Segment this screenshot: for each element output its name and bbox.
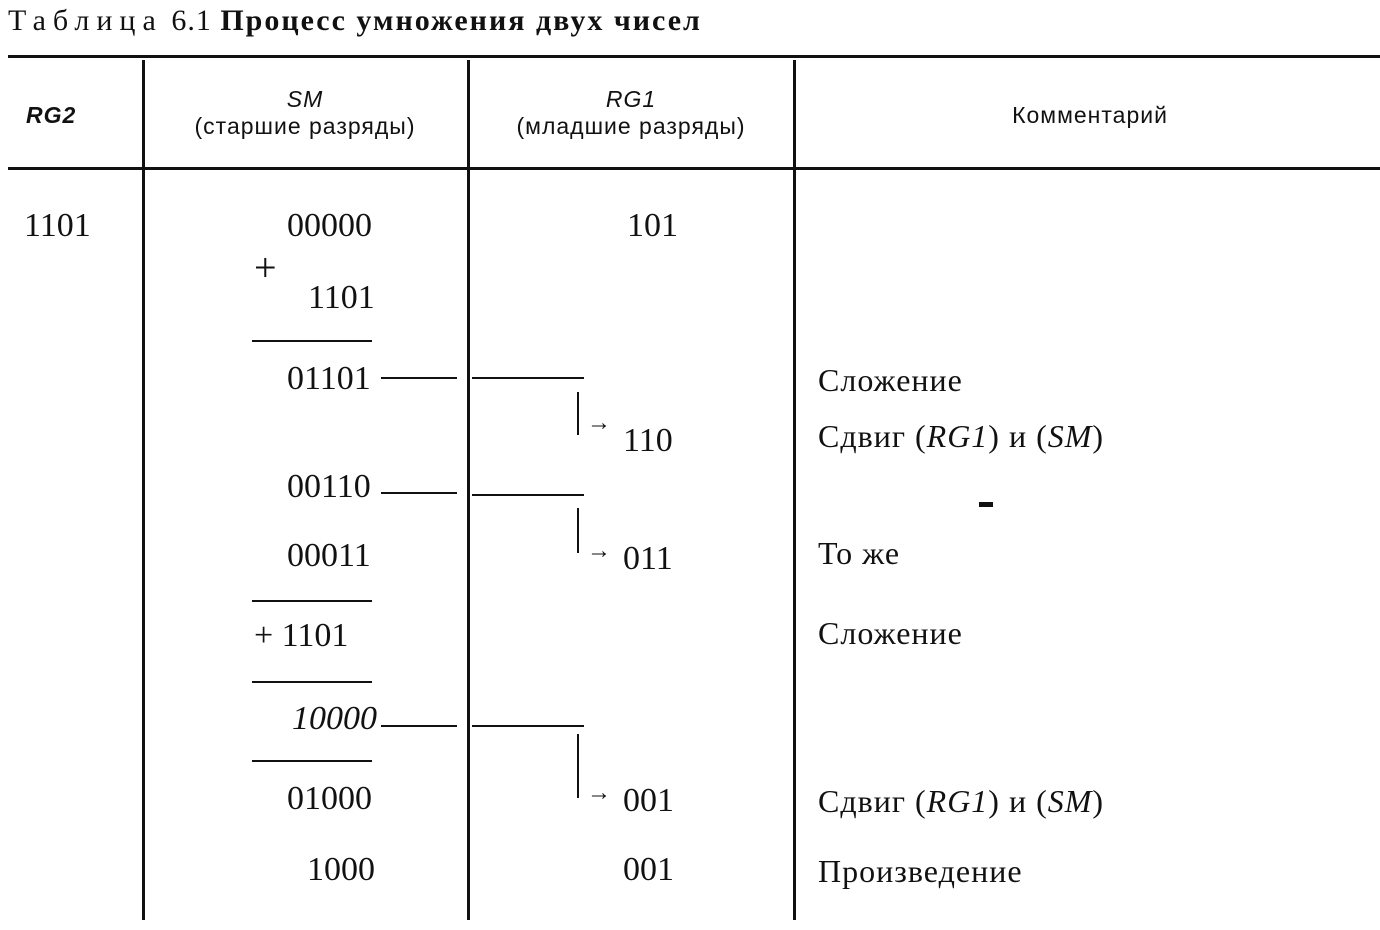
comment-shift-2 [818, 783, 1104, 820]
comment-shift-2-e: ) [1092, 783, 1105, 819]
sm-underline-1 [252, 340, 372, 342]
rg2-value: 1101 [24, 207, 91, 244]
comment-same: То же [818, 535, 901, 571]
comment-shift-1-c: ) и ( [988, 418, 1048, 454]
sm-plus-1: + [254, 245, 277, 290]
comment-shift-1-b: RG1 [926, 418, 989, 454]
comment-shift-2-a: Сдвиг ( [818, 783, 927, 819]
sm-underline-2 [252, 600, 372, 602]
comment-shift-2-d: SM [1047, 783, 1093, 819]
comment-addition-2: Сложение [818, 615, 963, 651]
stray-mark [979, 502, 993, 507]
comment-shift-1-d: SM [1047, 418, 1093, 454]
sm-row-7: 10000 [292, 700, 377, 737]
header-rule [8, 167, 1380, 170]
header-sm [150, 86, 460, 140]
comment-shift-1-e: ) [1092, 418, 1105, 454]
rg1-row-4: 001 [623, 782, 674, 819]
header-sm-label: SM [286, 86, 324, 112]
shift-line-1a [381, 377, 457, 379]
shift-line-3b [472, 725, 584, 727]
header-comment: Комментарий [1012, 102, 1168, 128]
sm-row-6: + 1101 [254, 617, 349, 654]
header-rg1-sub: (младшие разряды) [516, 113, 746, 139]
top-rule [8, 55, 1380, 58]
table-caption [8, 4, 702, 38]
comment-shift-2-b: RG1 [926, 783, 989, 819]
comment-shift-1 [818, 418, 1104, 455]
shift-line-3a [381, 725, 457, 727]
shift-drop-1 [577, 392, 579, 435]
column-divider-1 [142, 60, 145, 920]
rg1-row-3: 011 [623, 540, 673, 577]
header-sm-sub: (старшие разряды) [194, 113, 416, 139]
rg1-row-1: 101 [627, 207, 678, 244]
caption-title: Процесс умножения двух чисел [220, 4, 702, 37]
comment-shift-1-a: Сдвиг ( [818, 418, 927, 454]
rg1-row-5: 001 [623, 851, 674, 888]
sm-row-2: 1101 [308, 279, 375, 316]
caption-number: 6.1 [171, 4, 212, 37]
sm-row-1: 00000 [287, 207, 372, 244]
caption-label: Таблица [8, 4, 163, 37]
sm-row-8: 01000 [287, 780, 372, 817]
comment-addition-1: Сложение [818, 362, 963, 398]
sm-row-5: 00011 [287, 537, 371, 574]
header-rg1 [475, 86, 787, 140]
comment-product: Произведение [818, 853, 1023, 889]
shift-line-1b [472, 377, 584, 379]
shift-arrow-1-icon: → [587, 410, 611, 436]
sm-row-3: 01101 [287, 360, 371, 397]
shift-drop-2 [577, 508, 579, 553]
rg1-row-2: 110 [623, 422, 673, 459]
sm-row-4: 00110 [287, 468, 371, 505]
column-divider-3 [793, 60, 796, 920]
shift-arrow-2-icon: → [587, 538, 611, 564]
shift-line-2b [472, 494, 584, 496]
shift-line-2a [381, 492, 457, 494]
sm-row-9: 1000 [307, 851, 375, 888]
header-rg2: RG2 [26, 102, 77, 128]
sm-underline-4 [252, 760, 372, 762]
sm-underline-3 [252, 681, 372, 683]
shift-arrow-3-icon: → [587, 780, 611, 806]
column-divider-2 [467, 60, 470, 920]
comment-shift-2-c: ) и ( [988, 783, 1048, 819]
header-rg1-label: RG1 [605, 86, 657, 112]
shift-drop-3 [577, 734, 579, 798]
